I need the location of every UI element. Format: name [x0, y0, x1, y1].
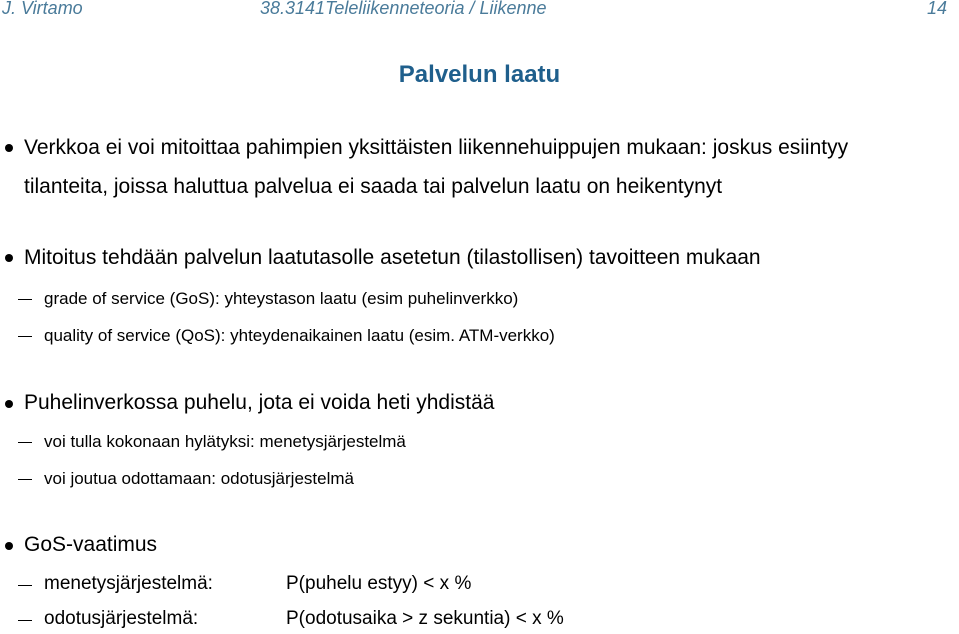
- bullet-2-subitem-2: quality of service (QoS): yhteydenaikainen laatu (esim. ATM-verkko): [44, 326, 555, 345]
- gos-row-2-label: odotusjärjestelmä:: [44, 608, 199, 629]
- bullet-dot: [5, 144, 13, 152]
- bullet-dot: [5, 254, 13, 262]
- dash-marker: [18, 299, 32, 300]
- dash-marker: [18, 620, 32, 621]
- header-page-number: 14: [926, 0, 947, 18]
- bullet-1-line-2: tilanteita, joissa haluttua palvelua ei saada tai palvelun laatu on heikentynyt: [24, 175, 723, 198]
- bullet-dot: [5, 400, 13, 408]
- bullet-dot: [5, 542, 13, 550]
- header-author: J. Virtamo: [2, 0, 83, 18]
- bullet-3-text: Puhelinverkossa puhelu, jota ei voida heti yhdistää: [24, 391, 495, 414]
- dash-marker: [18, 442, 32, 443]
- gos-row-1-label: menetysjärjestelmä:: [44, 573, 213, 594]
- bullet-4-text: GoS-vaatimus: [24, 533, 158, 556]
- bullet-1-line-1: Verkkoa ei voi mitoittaa pahimpien yksittäisten liikennehuippujen mukaan: joskus esiintyy: [24, 136, 849, 159]
- gos-row-1-formula: P(puhelu estyy) < x %: [286, 573, 472, 594]
- bullet-3-subitem-2: voi joutua odottamaan: odotusjärjestelmä: [44, 469, 354, 488]
- gos-row-2-formula: P(odotusaika > z sekuntia) < x %: [286, 608, 564, 629]
- bullet-3-subitem-1: voi tulla kokonaan hylätyksi: menetysjärjestelmä: [44, 432, 406, 451]
- dash-marker: [18, 585, 32, 586]
- dash-marker: [18, 479, 32, 480]
- slide-title: Palvelun laatu: [398, 61, 561, 88]
- dash-marker: [18, 336, 32, 337]
- header-course: 38.3141Teleliikenneteoria / Liikenne: [260, 0, 547, 18]
- bullet-2-text: Mitoitus tehdään palvelun laatutasolle asetetun (tilastollisen) tavoitteen mukaan: [24, 246, 761, 269]
- bullet-2-subitem-1: grade of service (GoS): yhteystason laatu (esim puhelinverkko): [44, 289, 519, 308]
